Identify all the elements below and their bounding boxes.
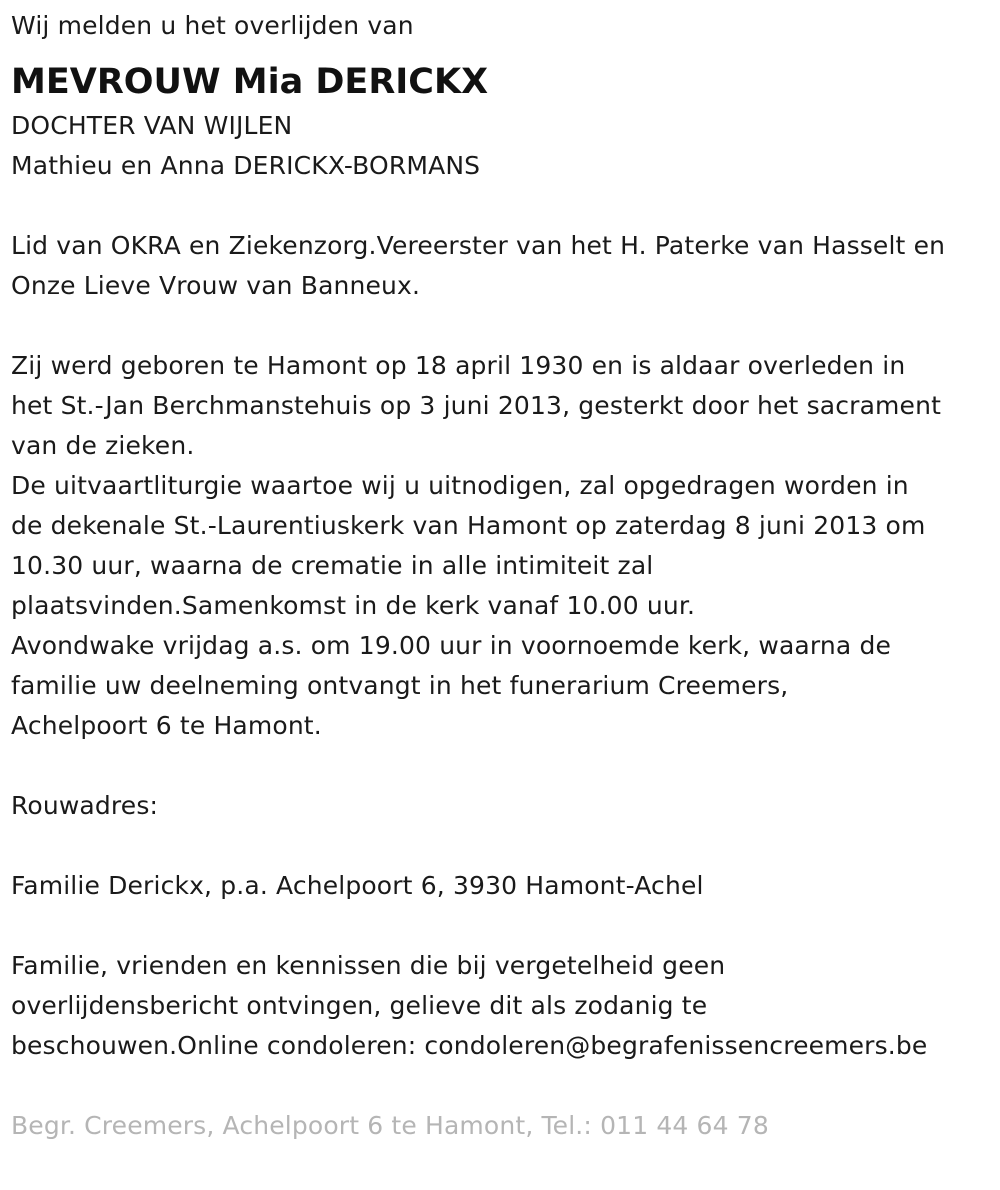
closing-line: Familie, vrienden en kennissen die bij vergetelheid geen xyxy=(11,951,726,980)
body-line: familie uw deelneming ontvangt in het funerarium Creemers, xyxy=(11,671,789,700)
spacer xyxy=(11,746,1000,786)
closing-line: beschouwen.Online condoleren: condoleren@begrafenissencreemers.be xyxy=(11,1031,928,1060)
closing-line: overlijdensbericht ontvingen, gelieve dit als zodanig te xyxy=(11,991,708,1020)
rouwadres-label: Rouwadres: xyxy=(11,791,159,820)
membership-line: Onze Lieve Vrouw van Banneux. xyxy=(11,271,421,300)
undertaker-footer: Begr. Creemers, Achelpoort 6 te Hamont, Tel.: 011 44 64 78 xyxy=(11,1111,769,1140)
spacer xyxy=(11,906,1000,946)
body-line: het St.-Jan Berchmanstehuis op 3 juni 2013, gesterkt door het sacrament xyxy=(11,391,942,420)
body-line: De uitvaartliturgie waartoe wij u uitnodigen, zal opgedragen worden in xyxy=(11,471,909,500)
body-line: Zij werd geboren te Hamont op 18 april 1930 en is aldaar overleden in xyxy=(11,351,906,380)
membership-line: Lid van OKRA en Ziekenzorg.Vereerster van het H. Paterke van Hasselt en xyxy=(11,231,946,260)
body-line: Achelpoort 6 te Hamont. xyxy=(11,711,322,740)
deceased-name: MEVROUW Mia DERICKX xyxy=(11,62,489,102)
parents-names: Mathieu en Anna DERICKX-BORMANS xyxy=(11,151,481,180)
body-line: de dekenale St.-Laurentiuskerk van Hamont op zaterdag 8 juni 2013 om xyxy=(11,511,926,540)
spacer xyxy=(11,826,1000,866)
body-line: Avondwake vrijdag a.s. om 19.00 uur in voornoemde kerk, waarna de xyxy=(11,631,891,660)
parents-heading: DOCHTER VAN WIJLEN xyxy=(11,111,293,140)
body-line: van de zieken. xyxy=(11,431,195,460)
spacer xyxy=(11,186,1000,226)
rouwadres-address: Familie Derickx, p.a. Achelpoort 6, 3930 Hamont-Achel xyxy=(11,871,704,900)
body-line: 10.30 uur, waarna de crematie in alle intimiteit zal xyxy=(11,551,654,580)
spacer xyxy=(11,306,1000,346)
intro-text: Wij melden u het overlijden van xyxy=(11,11,414,40)
body-line: plaatsvinden.Samenkomst in de kerk vanaf 10.00 uur. xyxy=(11,591,696,620)
spacer xyxy=(11,1066,1000,1106)
